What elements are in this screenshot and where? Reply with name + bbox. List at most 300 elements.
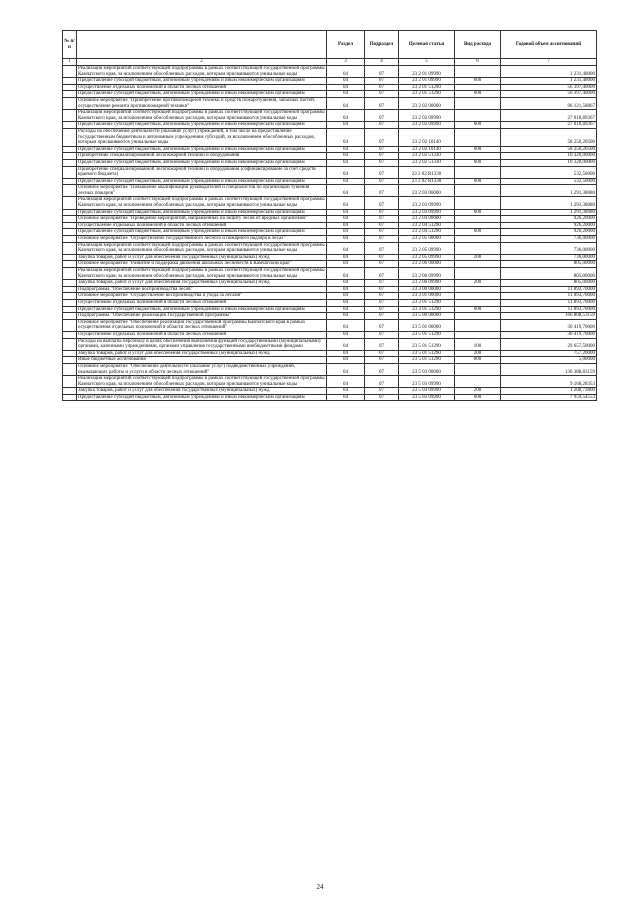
- row-amount-cell: 926,20000: [501, 216, 597, 223]
- row-csr-cell: 23 5 03 09990: [399, 376, 455, 388]
- row-amount-cell: 10 320,00000: [501, 153, 597, 160]
- col-number: 5: [399, 59, 455, 66]
- row-name-cell: Предоставление субсидий бюджетным, автономным учреждениям и иным некоммерческим организациям: [77, 146, 327, 153]
- row-amount-cell: 1 291,38080: [501, 197, 597, 209]
- row-num-cell: [63, 280, 77, 287]
- row-amount-cell: 805,00000: [501, 261, 597, 268]
- row-num-cell: [63, 216, 77, 223]
- row-num-cell: [63, 185, 77, 197]
- row-name-cell: Расходы на выплаты персоналу в целях обеспечения выполнения функций государственными (муниципальными) органами, казенными учреждениями, органами управления государственными внебюджетными фондами: [77, 338, 327, 350]
- row-vr-cell: 100: [455, 338, 501, 350]
- row-vr-cell: [455, 242, 501, 254]
- row-razdel-cell: 04: [327, 84, 365, 91]
- col-number: 2: [77, 59, 327, 66]
- row-razdel-cell: 04: [327, 319, 365, 331]
- row-vr-cell: 600: [455, 178, 501, 185]
- row-csr-cell: 23 2 06 09990: [399, 268, 455, 280]
- row-name-cell: Реализация мероприятий соответствующей подпрограммы в рамках соответствующей государственной программы Камчатского края, за исключением обособленных расходов, которым присваиваются уникальные коды: [78, 197, 325, 209]
- row-amount-cell: 29 657,50000: [501, 338, 597, 350]
- row-razdel-cell: 04: [327, 91, 365, 98]
- row-amount-cell: 532,50000: [501, 178, 597, 185]
- row-csr-cell: 23 5 01 51290: [399, 350, 455, 357]
- row-razdel-cell: 04: [327, 185, 365, 197]
- row-name-cell: Закупка товаров, работ и услуг для обеспечения государственных (муниципальных) нужд: [77, 388, 327, 395]
- row-razdel-cell: 04: [327, 306, 365, 313]
- row-csr-cell: 23 2 05 00000: [399, 236, 455, 243]
- col-header-podrazdel: Подраздел: [365, 31, 399, 59]
- row-podrazdel-cell: 07: [365, 216, 399, 223]
- row-name-cell: Предоставление субсидий бюджетным, автономным учреждениям и иным некоммерческим организациям: [77, 159, 327, 166]
- row-vr-cell: [455, 166, 501, 178]
- table-row: [63, 388, 597, 395]
- row-podrazdel-cell: 07: [365, 209, 399, 216]
- table-row: [63, 216, 597, 223]
- row-csr-cell: 23 2 02 09990: [399, 122, 455, 129]
- row-amount-cell: 30 419,70000: [501, 331, 597, 338]
- row-csr-cell: 23 2 02 10140: [399, 128, 455, 146]
- col-header-csr: Целевая статья: [399, 31, 455, 59]
- row-razdel-cell: 04: [327, 153, 365, 160]
- col-number: 3: [327, 59, 365, 66]
- row-vr-cell: 600: [455, 146, 501, 153]
- row-podrazdel-cell: 07: [365, 178, 399, 185]
- row-podrazdel-cell: 07: [365, 338, 399, 350]
- row-razdel-cell: 04: [327, 66, 365, 78]
- row-num-cell: [63, 122, 77, 129]
- table-row: [63, 299, 597, 306]
- row-razdel-cell: 04: [327, 222, 365, 229]
- row-csr-cell: 23 2 02 51330: [399, 153, 455, 160]
- row-csr-cell: 23 5 03 09990: [399, 394, 455, 401]
- row-razdel-cell: 04: [327, 229, 365, 236]
- row-csr-cell: 23 2 04 51290: [399, 229, 455, 236]
- row-vr-cell: 600: [455, 306, 501, 313]
- table-row: [63, 185, 597, 197]
- row-csr-cell: 23 5 01 51290: [399, 338, 455, 350]
- row-podrazdel-cell: 07: [365, 319, 399, 331]
- row-name-cell: Реализация мероприятий соответствующей подпрограммы в рамках соответствующей государственной программы Камчатского края, за исключением обособленных расходов, которым присваиваются уникальные коды: [78, 376, 325, 387]
- row-name-cell: Осуществление отдельных полномочий в области лесных отношений: [77, 299, 327, 306]
- row-podrazdel-cell: 07: [365, 254, 399, 261]
- row-podrazdel-cell: 07: [365, 388, 399, 395]
- row-csr-cell: 23 2 03 09990: [399, 197, 455, 209]
- row-name-cell: Основное мероприятие "Повышение квалификации руководителей и специалистов по организации тушения лесных пожаров": [77, 185, 327, 197]
- row-razdel-cell: 04: [327, 97, 365, 109]
- table-row: [63, 357, 597, 364]
- row-csr-cell: 23 5 01 51290: [399, 357, 455, 364]
- row-num-cell: [63, 78, 77, 85]
- row-vr-cell: [455, 331, 501, 338]
- row-podrazdel-cell: 07: [365, 153, 399, 160]
- row-num-cell: [63, 338, 77, 350]
- row-csr-cell: 23 2 02 R1330: [399, 178, 455, 185]
- row-razdel-cell: 04: [327, 216, 365, 223]
- row-amount-cell: 30 419,70000: [501, 319, 597, 331]
- row-num-cell: [63, 306, 77, 313]
- table-row: [63, 331, 597, 338]
- row-csr-cell: 23 2 02 00000: [399, 97, 455, 109]
- col-header-name: [77, 31, 327, 59]
- row-razdel-cell: 04: [327, 178, 365, 185]
- row-razdel-cell: 04: [327, 388, 365, 395]
- row-razdel-cell: 04: [327, 261, 365, 268]
- table-row: [63, 236, 597, 243]
- row-num-cell: [63, 229, 77, 236]
- row-podrazdel-cell: 07: [365, 394, 399, 401]
- table-row: [63, 97, 597, 109]
- row-csr-cell: 23 2 02 10140: [399, 146, 455, 153]
- row-name-cell: Реализация мероприятий соответствующей подпрограммы в рамках соответствующей государственной программы Камчатского края, за исключением обособленных расходов, которым присваиваются уникальные коды: [78, 242, 325, 254]
- row-name-cell: Предоставление субсидий бюджетным, автономным учреждениям и иным некоммерческим организациям: [77, 122, 327, 129]
- row-vr-cell: [455, 293, 501, 300]
- row-csr-cell: 23 3 01 00000: [399, 293, 455, 300]
- row-razdel-cell: 04: [327, 122, 365, 129]
- row-podrazdel-cell: 07: [365, 146, 399, 153]
- table-row: [63, 178, 597, 185]
- row-num-cell: [63, 388, 77, 395]
- row-amount-cell: 757,20000: [501, 350, 597, 357]
- table-row: [63, 394, 597, 401]
- row-podrazdel-cell: 07: [365, 350, 399, 357]
- table-row: [63, 363, 597, 375]
- row-podrazdel-cell: 07: [365, 229, 399, 236]
- row-razdel-cell: 04: [327, 376, 365, 388]
- row-amount-cell: 1 291,38080: [501, 185, 597, 197]
- row-podrazdel-cell: 07: [365, 222, 399, 229]
- row-csr-cell: 23 2 02 09990: [399, 110, 455, 122]
- row-razdel-cell: 04: [327, 159, 365, 166]
- row-podrazdel-cell: 07: [365, 331, 399, 338]
- row-num-cell: [63, 286, 77, 293]
- row-razdel-cell: 04: [327, 350, 365, 357]
- row-vr-cell: [455, 197, 501, 209]
- col-number: 4: [365, 59, 399, 66]
- row-vr-cell: [455, 153, 501, 160]
- row-podrazdel-cell: 07: [365, 97, 399, 109]
- row-amount-cell: 58 250,20500: [501, 146, 597, 153]
- row-amount-cell: 805,00000: [501, 280, 597, 287]
- row-num-cell: [63, 236, 77, 243]
- row-amount-cell: 532,50000: [501, 166, 597, 178]
- column-number-row: [63, 59, 597, 66]
- row-name-cell: Приобретение специализированной лесопожарной техники и оборудования (софинансирование за счет средств краевого бюджета): [77, 166, 327, 178]
- row-amount-cell: 27 018,89367: [501, 110, 597, 122]
- row-vr-cell: [455, 236, 501, 243]
- table-row: [63, 376, 597, 388]
- row-num-cell: [63, 394, 77, 401]
- row-razdel-cell: 04: [327, 128, 365, 146]
- row-podrazdel-cell: 07: [365, 84, 399, 91]
- row-name-cell: Основное мероприятие "Проведение мероприятий, направленных на защиту лесов от вредных организмов": [77, 216, 327, 223]
- row-name-cell: Приобретение специализированной лесопожарной техники и оборудования: [77, 153, 327, 160]
- col-header-num: № п/п: [63, 31, 77, 59]
- row-podrazdel-cell: 07: [365, 110, 399, 122]
- row-num-cell: [63, 66, 77, 78]
- row-amount-cell: 11 893,70000: [501, 306, 597, 313]
- row-num-cell: [63, 319, 77, 331]
- row-podrazdel-cell: 07: [365, 159, 399, 166]
- row-podrazdel-cell: 07: [365, 91, 399, 98]
- row-name-cell: Подпрограмма "Обеспечение реализации Государственной программы": [77, 313, 327, 320]
- row-podrazdel-cell: 07: [365, 78, 399, 85]
- row-amount-cell: 11 893,70000: [501, 299, 597, 306]
- row-vr-cell: 600: [455, 159, 501, 166]
- row-num-cell: [63, 209, 77, 216]
- row-podrazdel-cell: 07: [365, 313, 399, 320]
- row-podrazdel-cell: 07: [365, 363, 399, 375]
- col-header-razdel: Раздел: [327, 31, 365, 59]
- row-podrazdel-cell: 07: [365, 261, 399, 268]
- row-num-cell: [63, 254, 77, 261]
- table-row: [63, 146, 597, 153]
- row-csr-cell: 23 2 06 09990: [399, 280, 455, 287]
- row-csr-cell: 23 2 05 09990: [399, 254, 455, 261]
- row-csr-cell: 23 5 03 00000: [399, 363, 455, 375]
- row-num-cell: [63, 376, 77, 388]
- row-amount-cell: 27 018,89367: [501, 122, 597, 129]
- table-row: [63, 209, 597, 216]
- row-razdel-cell: 04: [327, 338, 365, 350]
- row-name-cell: Предоставление субсидий бюджетным, автономным учреждениям и иным некоммерческим организациям: [77, 91, 327, 98]
- table-row: [63, 350, 597, 357]
- row-amount-cell: 96 121,58867: [501, 97, 597, 109]
- row-amount-cell: 926,20000: [501, 229, 597, 236]
- col-number: 6: [455, 59, 501, 66]
- row-num-cell: [63, 331, 77, 338]
- row-csr-cell: 23 2 04 00000: [399, 216, 455, 223]
- row-amount-cell: 1 231,48000: [501, 78, 597, 85]
- row-num-cell: [63, 222, 77, 229]
- row-name-cell: Закупка товаров, работ и услуг для обеспечения государственных (муниципальных) нужд: [77, 254, 327, 261]
- row-csr-cell: 23 2 02 R1330: [399, 166, 455, 178]
- col-header-amount: Годовой объем ассигнований: [501, 31, 597, 59]
- row-vr-cell: 600: [455, 78, 501, 85]
- row-vr-cell: [455, 185, 501, 197]
- row-amount-cell: 736,00000: [501, 254, 597, 261]
- row-csr-cell: 23 5 00 00000: [399, 313, 455, 320]
- table-row: [63, 197, 597, 209]
- table-row: [63, 313, 597, 320]
- row-amount-cell: 926,20000: [501, 222, 597, 229]
- row-num-cell: [63, 166, 77, 178]
- row-razdel-cell: 04: [327, 209, 365, 216]
- table-row: [63, 110, 597, 122]
- row-podrazdel-cell: 07: [365, 242, 399, 254]
- row-vr-cell: [455, 216, 501, 223]
- row-amount-cell: 11 893,70000: [501, 293, 597, 300]
- row-amount-cell: 1 231,48000: [501, 66, 597, 78]
- row-amount-cell: 736,00000: [501, 242, 597, 254]
- row-vr-cell: 600: [455, 209, 501, 216]
- col-number: 7: [501, 59, 597, 66]
- row-name-cell: Расходы на обеспечение деятельности (оказание услуг) учреждений, в том числе на предоставление государственным бюджетным и автономным учреждениям субсидий, за исключением обособленных расходов, которым присваиваются уникальные коды: [77, 128, 327, 146]
- row-podrazdel-cell: 07: [365, 357, 399, 364]
- row-name-cell: Основное мероприятие "Обеспечение реализации государственной программы Камчатского края в рамках осуществления отдельных полномочий в области лесных отношений": [77, 319, 327, 331]
- row-amount-cell: 5,00000: [501, 357, 597, 364]
- row-num-cell: [63, 313, 77, 320]
- row-podrazdel-cell: 07: [365, 306, 399, 313]
- row-num-cell: [63, 91, 77, 98]
- row-name-cell: Предоставление субсидий бюджетным, автономным учреждениям и иным некоммерческим организациям: [77, 209, 327, 216]
- row-csr-cell: 23 2 01 09990: [399, 66, 455, 78]
- row-amount-cell: 136 388,83159: [501, 363, 597, 375]
- table-row: [63, 280, 597, 287]
- row-amount-cell: 9 168,28353: [501, 376, 597, 388]
- row-razdel-cell: 04: [327, 254, 365, 261]
- row-amount-cell: 10 320,00000: [501, 159, 597, 166]
- row-vr-cell: [455, 268, 501, 280]
- row-amount-cell: 58 250,20500: [501, 128, 597, 146]
- row-num-cell: [63, 128, 77, 146]
- row-csr-cell: 23 2 03 09990: [399, 209, 455, 216]
- row-csr-cell: 23 2 06 00000: [399, 261, 455, 268]
- row-podrazdel-cell: 07: [365, 166, 399, 178]
- header-row: [63, 31, 597, 59]
- row-amount-cell: 166 808,53159: [501, 313, 597, 320]
- table-row: [63, 268, 597, 280]
- row-podrazdel-cell: 07: [365, 293, 399, 300]
- row-name-cell: Реализация мероприятий соответствующей подпрограммы в рамках соответствующей государственной программы Камчатского края, за исключением обособленных расходов, которым присваиваются уникальные коды: [78, 110, 325, 121]
- row-vr-cell: [455, 376, 501, 388]
- table-row: [63, 306, 597, 313]
- row-vr-cell: [455, 128, 501, 146]
- table-row: [63, 222, 597, 229]
- row-vr-cell: 600: [455, 122, 501, 129]
- row-num-cell: [63, 84, 77, 91]
- row-csr-cell: 23 2 05 09990: [399, 242, 455, 254]
- row-csr-cell: 23 2 03 00000: [399, 185, 455, 197]
- table-row: [63, 166, 597, 178]
- row-csr-cell: 23 3 01 51290: [399, 299, 455, 306]
- row-vr-cell: 200: [455, 388, 501, 395]
- row-csr-cell: 23 5 01 00000: [399, 319, 455, 331]
- row-razdel-cell: 04: [327, 299, 365, 306]
- row-csr-cell: 23 5 03 09990: [399, 388, 455, 395]
- table-row: [63, 153, 597, 160]
- table-row: [63, 229, 597, 236]
- row-amount-cell: 736,00000: [501, 236, 597, 243]
- row-name-cell: Иные бюджетные ассигнования: [77, 357, 327, 364]
- row-name-cell: Реализация мероприятий соответствующей подпрограммы в рамках соответствующей государственной программы Камчатского края, за исключением обособленных расходов, которым присваиваются уникальные коды: [78, 66, 325, 77]
- row-podrazdel-cell: 07: [365, 299, 399, 306]
- row-podrazdel-cell: 07: [365, 280, 399, 287]
- table-row: [63, 84, 597, 91]
- row-name-cell: Осуществление отдельных полномочий в области лесных отношений: [77, 222, 327, 229]
- row-num-cell: [63, 268, 77, 280]
- row-razdel-cell: 04: [327, 166, 365, 178]
- row-name-cell: Закупка товаров, работ и услуг для обеспечения государственных (муниципальных) нужд: [77, 350, 327, 357]
- row-name-cell: Осуществление отдельных полномочий в области лесных отношений: [77, 84, 327, 91]
- row-csr-cell: 23 3 00 00000: [399, 286, 455, 293]
- table-row: [63, 78, 597, 85]
- table-row: [63, 66, 597, 78]
- row-vr-cell: [455, 261, 501, 268]
- row-name-cell: Предоставление субсидий бюджетным, автономным учреждениям и иным некоммерческим организациям: [77, 306, 327, 313]
- row-razdel-cell: 04: [327, 78, 365, 85]
- row-csr-cell: 23 2 01 09990: [399, 78, 455, 85]
- row-name-cell: Реализация мероприятий соответствующей подпрограммы в рамках соответствующей государственной программы Камчатского края, за исключением обособленных расходов, которым присваиваются уникальные коды: [78, 268, 325, 279]
- row-name-cell: Предоставление субсидий бюджетным, автономным учреждениям и иным некоммерческим организациям: [77, 178, 327, 185]
- row-podrazdel-cell: 07: [365, 66, 399, 78]
- row-num-cell: [63, 242, 77, 254]
- col-header-vr: Вид расхода: [455, 31, 501, 59]
- table-row: [63, 91, 597, 98]
- row-vr-cell: [455, 84, 501, 91]
- row-vr-cell: [455, 222, 501, 229]
- row-vr-cell: 600: [455, 91, 501, 98]
- row-podrazdel-cell: 07: [365, 197, 399, 209]
- row-podrazdel-cell: 07: [365, 128, 399, 146]
- row-vr-cell: [455, 313, 501, 320]
- row-vr-cell: 600: [455, 229, 501, 236]
- table-row: [63, 293, 597, 300]
- row-vr-cell: 200: [455, 254, 501, 261]
- table-row: [63, 159, 597, 166]
- row-num-cell: [63, 153, 77, 160]
- table-row: [63, 338, 597, 350]
- row-vr-cell: [455, 286, 501, 293]
- row-razdel-cell: 04: [327, 280, 365, 287]
- row-name-cell: Предоставление субсидий бюджетным, автономным учреждениям и иным некоммерческим организациям: [77, 78, 327, 85]
- row-vr-cell: [455, 97, 501, 109]
- row-num-cell: [63, 299, 77, 306]
- row-razdel-cell: 04: [327, 268, 365, 280]
- row-vr-cell: 200: [455, 350, 501, 357]
- row-num-cell: [63, 293, 77, 300]
- row-num-cell: [63, 197, 77, 209]
- row-vr-cell: 200: [455, 280, 501, 287]
- row-name-cell: Основное мероприятие "Развитие и поддержка движения школьных лесничеств в Камчатском крае": [77, 261, 327, 268]
- row-name-cell: Основное мероприятие "Приобретение противопожарной техники и средств пожаротушения, запасных частей, осуществление ремонта противопожарной техники": [77, 97, 327, 109]
- row-num-cell: [63, 146, 77, 153]
- row-razdel-cell: 04: [327, 236, 365, 243]
- row-csr-cell: 23 2 01 51290: [399, 91, 455, 98]
- table-row: [63, 254, 597, 261]
- row-vr-cell: [455, 363, 501, 375]
- row-razdel-cell: 04: [327, 313, 365, 320]
- row-name-cell: Предоставление субсидий бюджетным, автономным учреждениям и иным некоммерческим организациям: [77, 229, 327, 236]
- row-name-cell: Основное мероприятие "Осуществление государственного лесного и пожарного надзора в лесах": [77, 236, 327, 243]
- table-row: [63, 128, 597, 146]
- row-razdel-cell: 04: [327, 363, 365, 375]
- row-razdel-cell: 04: [327, 331, 365, 338]
- row-razdel-cell: 04: [327, 110, 365, 122]
- row-amount-cell: 1 291,38080: [501, 209, 597, 216]
- table-row: [63, 122, 597, 129]
- row-num-cell: [63, 97, 77, 109]
- row-amount-cell: 11 893,70000: [501, 286, 597, 293]
- row-razdel-cell: 04: [327, 293, 365, 300]
- row-amount-cell: 56 397,40000: [501, 84, 597, 91]
- row-num-cell: [63, 363, 77, 375]
- row-amount-cell: 805,00000: [501, 268, 597, 280]
- row-num-cell: [63, 110, 77, 122]
- row-podrazdel-cell: 07: [365, 376, 399, 388]
- row-razdel-cell: 04: [327, 286, 365, 293]
- row-podrazdel-cell: 07: [365, 268, 399, 280]
- row-name-cell: Подпрограмма "Обеспечение воспроизводства лесов": [77, 286, 327, 293]
- row-csr-cell: 23 2 01 51290: [399, 84, 455, 91]
- table-row: [63, 286, 597, 293]
- row-csr-cell: 23 5 01 51290: [399, 331, 455, 338]
- row-csr-cell: 23 3 01 51290: [399, 306, 455, 313]
- row-amount-cell: 7 959,54553: [501, 394, 597, 401]
- row-vr-cell: [455, 66, 501, 78]
- row-razdel-cell: 04: [327, 394, 365, 401]
- row-podrazdel-cell: 07: [365, 236, 399, 243]
- row-amount-cell: 56 397,40000: [501, 91, 597, 98]
- row-num-cell: [63, 357, 77, 364]
